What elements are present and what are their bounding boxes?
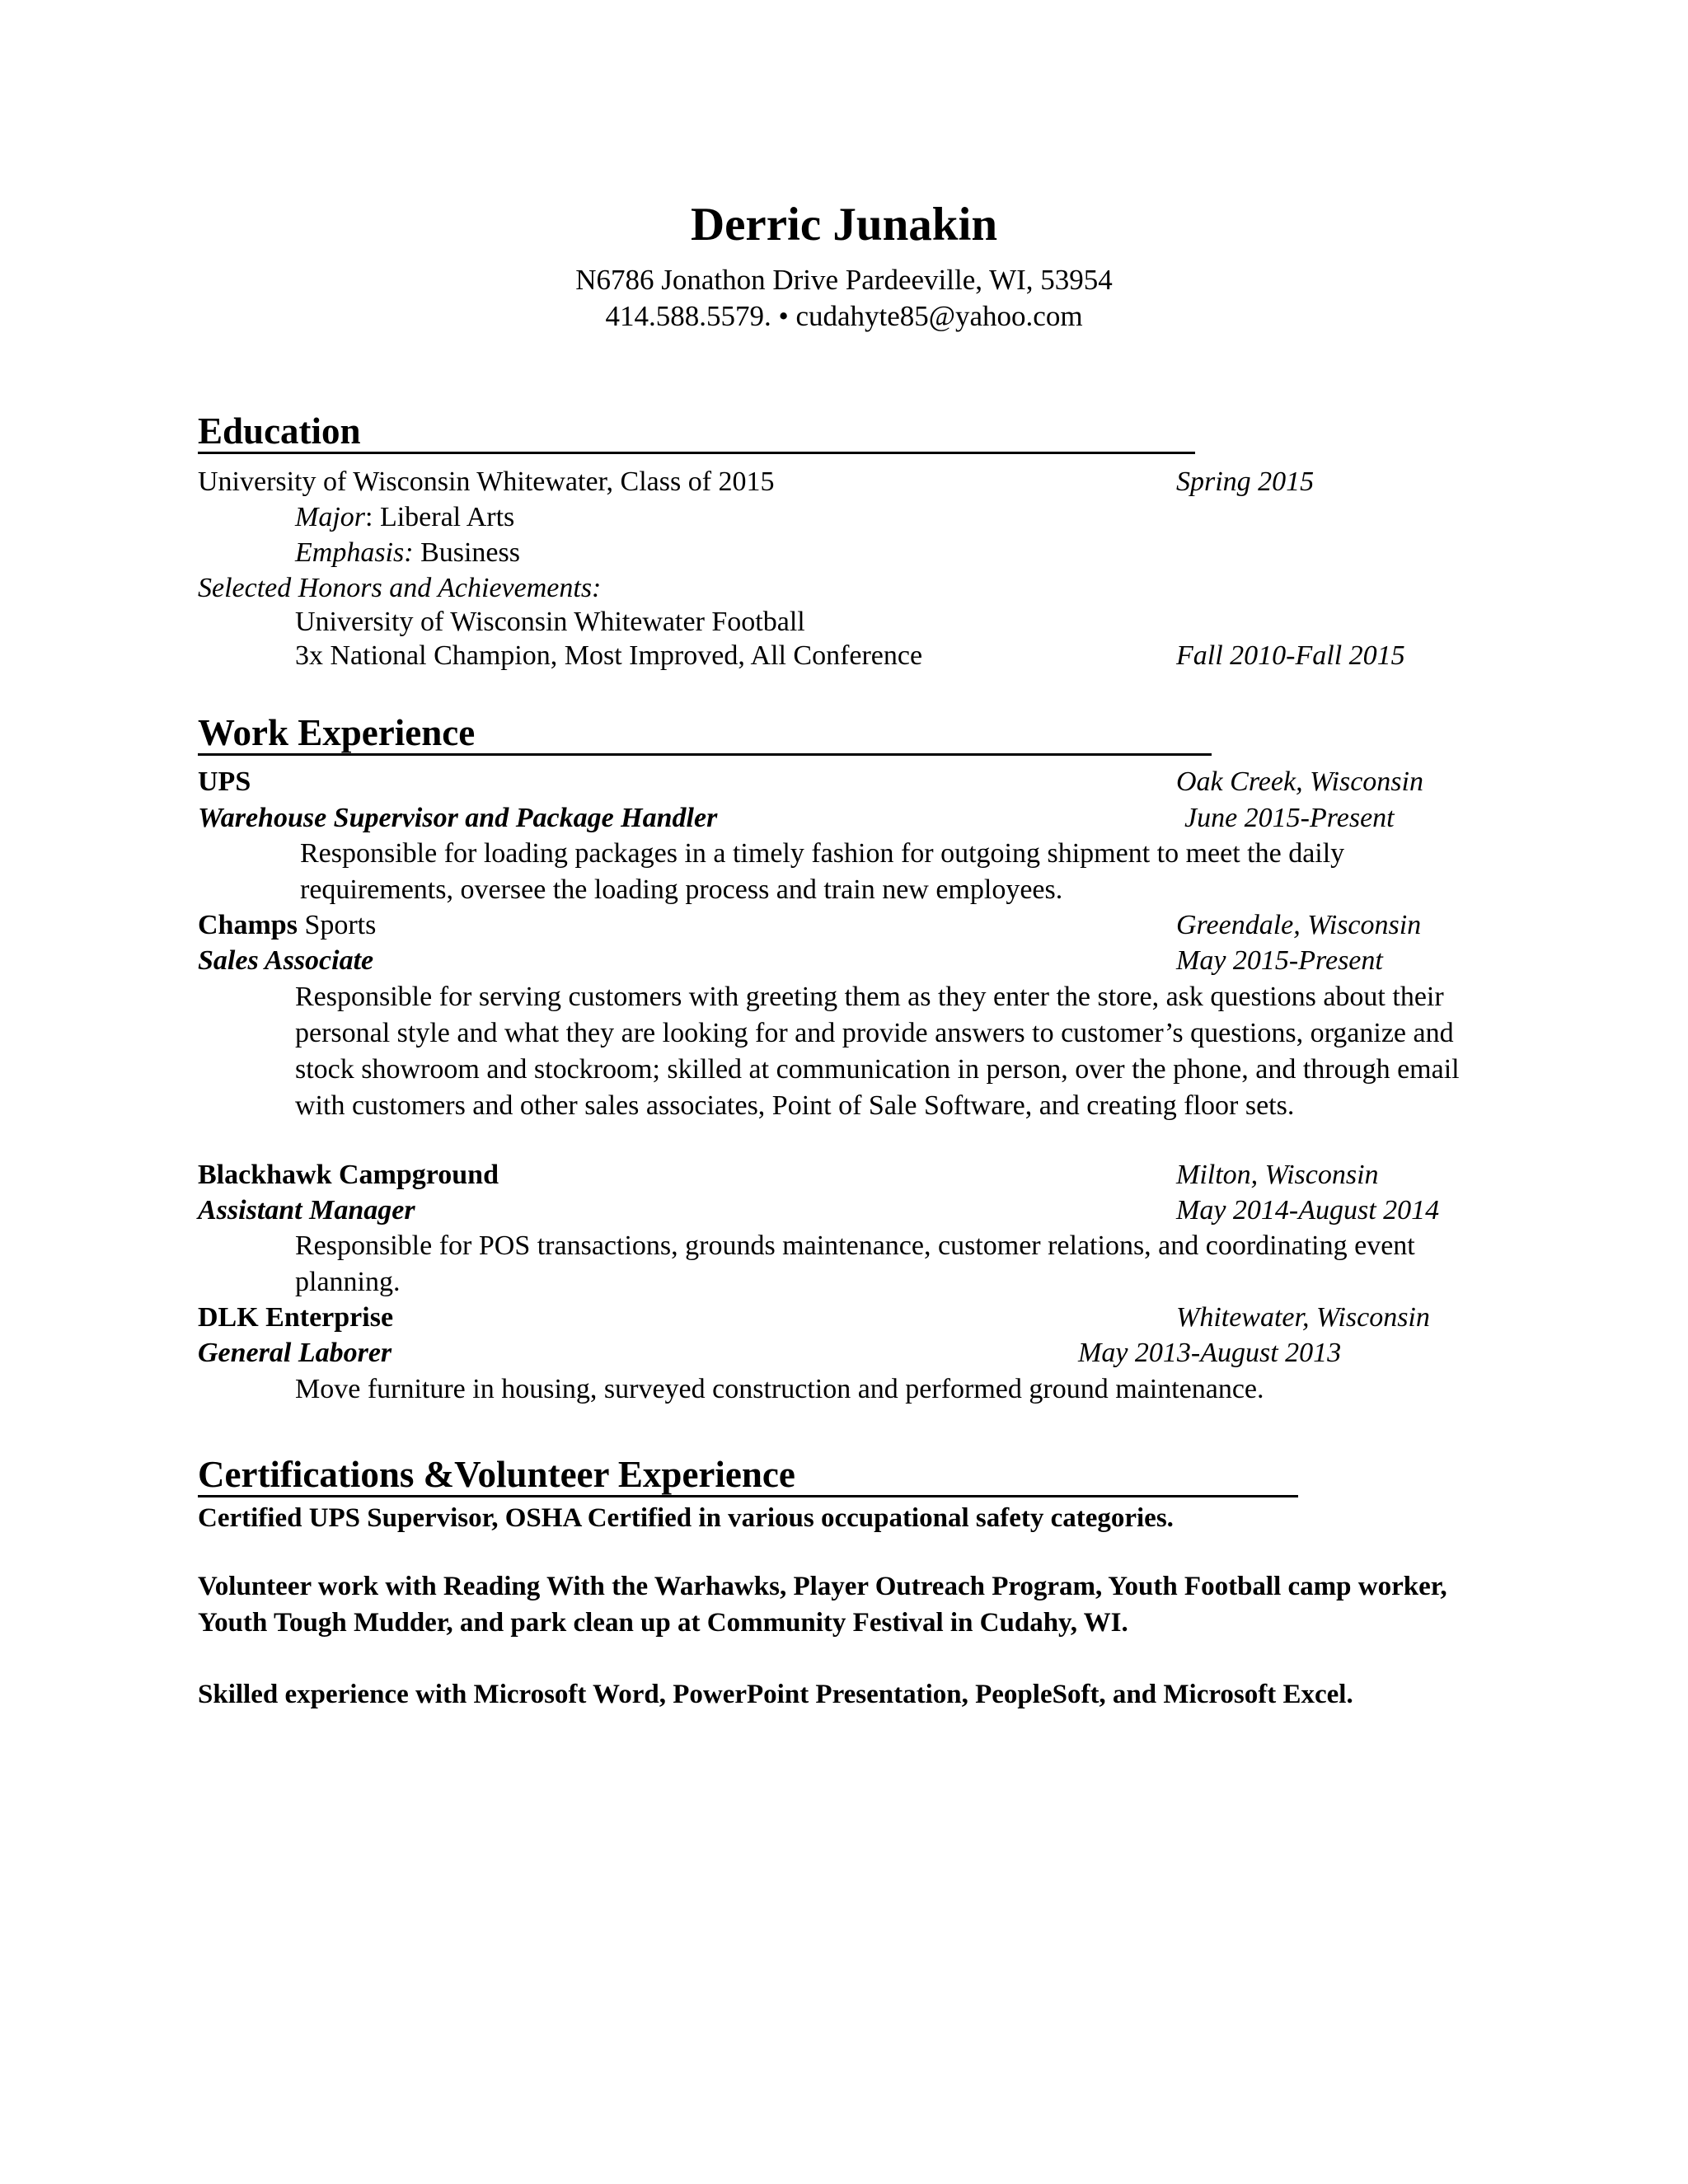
emphasis-value: Business <box>413 537 520 568</box>
contact-line: 414.588.5579. • cudahyte85@yahoo.com <box>605 300 1083 332</box>
job-company-suffix: Sports <box>297 910 377 940</box>
major-value: : Liberal Arts <box>365 502 515 532</box>
job-location: Greendale, Wisconsin <box>1176 910 1422 940</box>
job-title: Sales Associate <box>198 945 374 976</box>
job-location: Whitewater, Wisconsin <box>1176 1302 1430 1333</box>
job-title: General Laborer <box>198 1338 392 1368</box>
job-location: Milton, Wisconsin <box>1176 1160 1379 1190</box>
job-company: UPS <box>198 766 251 797</box>
education-school-date: Spring 2015 <box>1176 466 1315 497</box>
job-description: Move furniture in housing, surveyed construction and performed ground maintenance. <box>295 1374 1264 1404</box>
job-dates: May 2015-Present <box>1176 945 1383 976</box>
education-major <box>295 500 514 535</box>
job-description: Responsible for POS transactions, grounds maintenance, customer relations, and coordinating event planning. <box>295 1230 1415 1297</box>
job-company: Champs <box>198 910 298 940</box>
resume-name: Derric Junakin <box>690 199 998 251</box>
job-dates: May 2013-August 2013 <box>1078 1338 1342 1368</box>
job-company: DLK Enterprise <box>198 1302 394 1333</box>
job-title: Assistant Manager <box>198 1195 415 1226</box>
education-school: University of Wisconsin Whitewater, Class of 2015 <box>198 466 775 497</box>
honors-team: University of Wisconsin Whitewater Football <box>295 607 805 637</box>
volunteer-item: Volunteer work with Reading With the Warhawks, Player Outreach Program, Youth Football camp worker, Youth Tough Mudder, and park clean up at Community Festival in Cudahy, WI. <box>198 1572 1447 1638</box>
certifications-heading: Certifications &Volunteer Experience <box>198 1451 1298 1497</box>
skills-item: Skilled experience with Microsoft Word, PowerPoint Presentation, PeopleSoft, and Microsoft Excel. <box>198 1680 1353 1709</box>
job-dates: June 2015-Present <box>1184 803 1395 833</box>
work-heading: Work Experience <box>198 709 1212 756</box>
job-dates: May 2014-August 2014 <box>1176 1195 1440 1226</box>
address-line: N6786 Jonathon Drive Pardeeville, WI, 53954 <box>575 264 1113 296</box>
certification-item: Certified UPS Supervisor, OSHA Certified in various occupational safety categories. <box>198 1503 1174 1533</box>
major-label: Major <box>295 502 365 532</box>
job-company: Blackhawk Campground <box>198 1160 499 1190</box>
honors-list: 3x National Champion, Most Improved, All Conference <box>295 640 923 671</box>
job-description: Responsible for serving customers with greeting them as they enter the store, ask questions about their personal style and what they are looking for and provide answers to customer’s questions, organize and stock showroom and stockroom; skilled at communication in person, over the phone, and through email with customers and other sales associates, Point of Sale Software, and creating floor sets. <box>295 982 1460 1121</box>
job-company-line <box>198 908 376 943</box>
education-emphasis <box>295 536 520 570</box>
honors-date: Fall 2010-Fall 2015 <box>1176 640 1405 671</box>
job-location: Oak Creek, Wisconsin <box>1176 766 1423 797</box>
emphasis-label: Emphasis: <box>295 537 414 568</box>
job-description: Responsible for loading packages in a timely fashion for outgoing shipment to meet the daily requirements, oversee the loading process and train new employees. <box>300 838 1345 905</box>
honors-label: Selected Honors and Achievements: <box>198 573 602 603</box>
education-heading: Education <box>198 407 1195 454</box>
job-title: Warehouse Supervisor and Package Handler <box>198 803 718 833</box>
